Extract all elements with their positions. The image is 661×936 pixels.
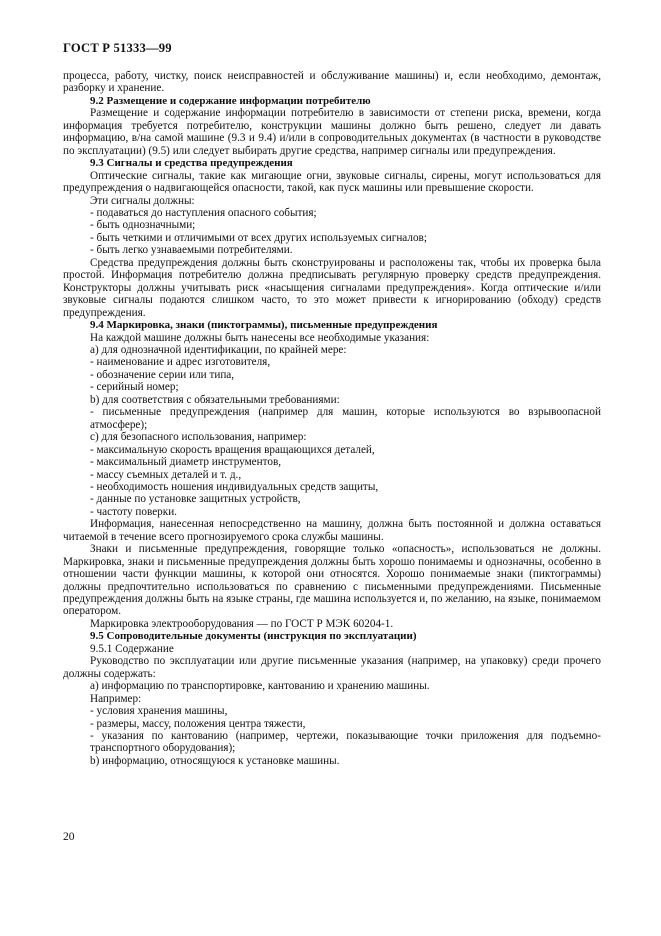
list-item: - необходимость ношения индивидуальных средств защиты, [90, 480, 379, 493]
list-item: - указания по кантованию (например, чертежи, показывающие точки приложения для подъемно-транспортного оборудования); [90, 730, 601, 755]
section-heading: 9.4 Маркировка, знаки (пиктограммы), письменные предупреждения [90, 319, 438, 332]
page-number: 20 [63, 830, 75, 843]
list-item: - обозначение серии или типа, [90, 368, 235, 381]
paragraph: Оптические сигналы, такие как мигающие огни, звуковые сигналы, сирены, могут использоваться для предупреждения о надвигающейся опасности, такой, как пуск машины или превышение скорости. [63, 169, 601, 195]
list-item: - данные по установке защитных устройств, [90, 493, 301, 506]
list-item: - массу съемных деталей и т. д., [90, 468, 242, 481]
list-item: - быть четкими и отличимыми от всех других используемых сигналов; [90, 231, 427, 244]
paragraph: Эти сигналы должны: [90, 194, 195, 207]
paragraph: Знаки и письменные предупреждения, говорящие только «опасность», использоваться не должны. Маркировка, знаки и письменные предупреждения должны быть хорошо понимаемы и однозначны, особенно в отношении части функции машины, к которой они относятся. Хорошо понимаемые знаки (пиктограммы) должны предпочтительно использоваться по сравнению с письменными предупреждениями. Письменные предупреждения должны быть на языке страны, где машина используется и, по желанию, на языке, понимаемом оператором. [63, 543, 601, 618]
list-item: - серийный номер; [90, 381, 179, 394]
list-item: - максимальную скорость вращения вращающихся деталей, [90, 443, 375, 456]
list-item: - размеры, массу, положения центра тяжести, [90, 717, 306, 730]
list-item: - частоту поверки. [90, 505, 177, 518]
paragraph: Размещение и содержание информации потребителю в зависимости от степени риска, времени, когда информация требуется потребителю, конструкции машины должно быть решено, следует ли давать информацию, в/на самой машине (9.3 и 9.4) и/или в сопроводительных документах (в частности в руководстве по эксплуатации) (9.5) или следует выбирать другие средства, например сигналы или предупреждения. [63, 107, 601, 157]
paragraph: Информация, нанесенная непосредственно на машину, должна быть постоянной и должна оставаться читаемой в течение всего прогнозируемого срока службы машины. [63, 518, 601, 543]
list-subitem: b) информацию, относящуюся к установке машины. [90, 754, 340, 767]
list-subitem: a) для однозначной идентификации, по крайней мере: [90, 343, 347, 356]
paragraph: Руководство по эксплуатации или другие письменные указания (например, на упаковку) среди прочего должны содержать: [63, 655, 601, 680]
paragraph: 9.5.1 Содержание [90, 642, 174, 655]
section-heading: 9.5 Сопроводительные документы (инструкция по эксплуатации) [90, 630, 417, 643]
document-body [63, 70, 601, 767]
paragraph: Средства предупреждения должны быть сконструированы и расположены так, чтобы их проверка была простой. Информация потребителю должна предписывать регулярную проверку средств предупреждения. Конструкторы должны учитывать риск «насыщения сигналами предупреждения». Когда оптические и/или звуковые сигналы подаются слишком часто, то это может привести к игнорированию (обходу) средств предупреждения. [63, 256, 601, 319]
list-item: - быть однозначными; [90, 219, 196, 232]
section-heading: 9.2 Размещение и содержание информации потребителю [90, 94, 371, 107]
document-header: ГОСТ Р 51333—99 [63, 41, 172, 55]
list-subitem: c) для безопасного использования, например: [90, 431, 307, 444]
list-item: - подаваться до наступления опасного события; [90, 206, 317, 219]
section-heading: 9.3 Сигналы и средства предупреждения [90, 157, 293, 170]
paragraph: Маркировка электрооборудования — по ГОСТ Р МЭК 60204-1. [90, 617, 394, 630]
paragraph: Например: [90, 692, 142, 705]
list-item: - письменные предупреждения (например для машин, которые используются во взрывоопасной атмосфере); [90, 406, 601, 431]
list-subitem: a) информацию по транспортировке, кантованию и хранению машины. [90, 680, 430, 693]
list-item: - быть легко узнаваемыми потребителями. [90, 244, 293, 257]
list-item: - условия хранения машины, [90, 705, 228, 718]
list-item: - наименование и адрес изготовителя, [90, 356, 271, 369]
paragraph: На каждой машине должны быть нанесены все необходимые указания: [90, 331, 430, 344]
list-item: - максимальный диаметр инструментов, [90, 456, 282, 469]
paragraph: процесса, работу, чистку, поиск неисправностей и обслуживание машины) и, если необходимо, демонтаж, разборку и хранение. [63, 70, 601, 95]
list-subitem: b) для соответствия с обязательными требованиями: [90, 393, 340, 406]
